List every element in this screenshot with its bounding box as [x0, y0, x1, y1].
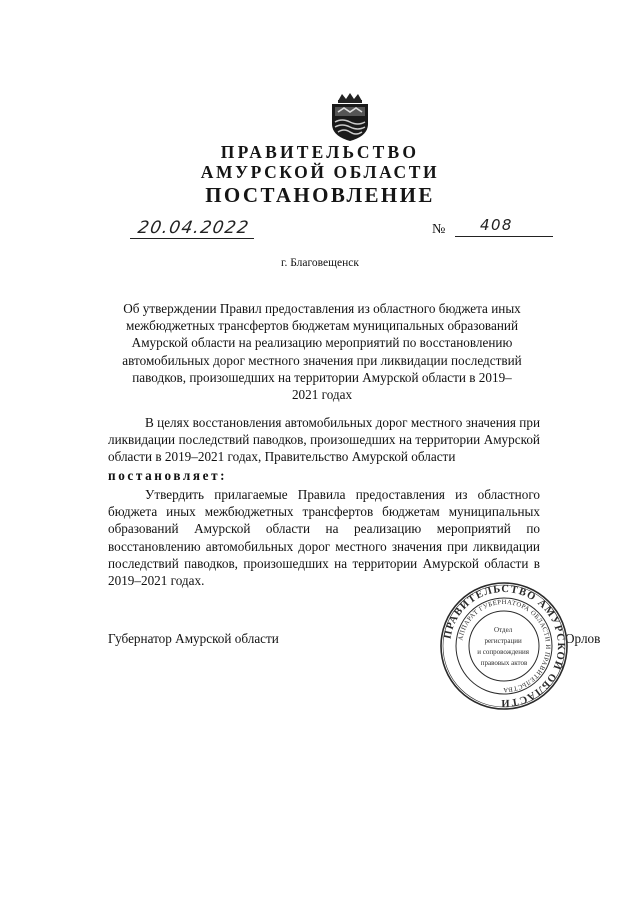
stamp-center-line: Отдел	[494, 626, 513, 634]
decree-date: 20.04.2022	[136, 218, 252, 238]
decree-title: Об утверждении Правил предоставления из областного бюджета иных межбюджетных трансфертов бюджетам муниципальных образований Амурской области на реализацию мероприятий по восстановлению автомобильных дорог местного значения при ликвидации последствий паводков, произошедших на территории Амурской области в 2019–2021 годах	[122, 301, 522, 403]
stamp-center-line: и сопровождения	[477, 648, 529, 656]
government-title-line2: АМУРСКОЙ ОБЛАСТИ	[200, 162, 440, 182]
stamp-center-line: регистрации	[484, 637, 522, 645]
number-underline	[455, 236, 553, 237]
city-name: г. Благовещенск	[281, 257, 359, 269]
official-stamp	[437, 580, 571, 712]
clause-paragraph: Утвердить прилагаемые Правила предоставления из областного бюджета иных межбюджетных трансфертов бюджетам муниципальных образований Амурской области на реализацию мероприятий по восстановлению автомобильных дорог местного значения при ликвидации последствий паводков, произошедших на территории Амурской области в 2019–2021 годах.	[108, 487, 540, 589]
date-underline	[130, 238, 254, 239]
government-title-line1: ПРАВИТЕЛЬСТВО	[220, 142, 420, 162]
svg-text:Отдел регистрации и со	[477, 626, 530, 667]
document-type: ПОСТАНОВЛЕНИЕ	[205, 183, 435, 207]
coat-of-arms-icon	[326, 92, 374, 142]
signer-name: Орлов	[565, 631, 601, 646]
signer-role: Губернатор Амурской области	[108, 631, 279, 646]
decree-word: постановляет:	[108, 468, 228, 483]
stamp-center-line: правовых актов	[480, 659, 528, 667]
decree-number: 408	[480, 216, 513, 234]
number-sign: №	[432, 222, 446, 237]
svg-text:АППАРАТ ГУБЕРНАТОРА ОБЛАСТИ И	[457, 599, 551, 693]
stamp-inner-text: АППАРАТ ГУБЕРНАТОРА ОБЛАСТИ И ПРАВИТЕЛЬСТВА	[457, 598, 552, 694]
preamble-paragraph: В целях восстановления автомобильных дорог местного значения при ликвидации последствий паводков, произошедших на территории Амурской области в 2019–2021 годах, Правительство Амурской области	[108, 415, 540, 465]
stamp-outer-text: ПРАВИТЕЛЬСТВО АМУРСКОЙ ОБЛАСТИ	[442, 583, 567, 709]
